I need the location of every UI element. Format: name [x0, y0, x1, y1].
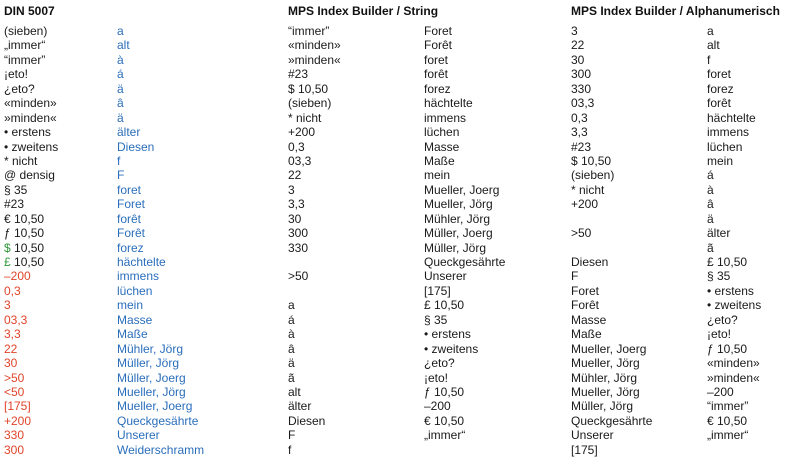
- list-item: â: [288, 341, 295, 356]
- list-item: Müller, Joerg: [117, 370, 186, 385]
- list-item: § 35: [707, 269, 731, 284]
- list-item: 3: [571, 24, 578, 38]
- list-item: Foret: [117, 197, 146, 212]
- list-item: forêt: [117, 211, 142, 226]
- list-item: älter: [288, 399, 312, 414]
- list-item: Maße: [117, 327, 148, 342]
- list-item: forez: [424, 81, 451, 96]
- list-item: alt: [288, 384, 301, 399]
- list-item: ¿eto?: [707, 312, 738, 327]
- list-item: 0,3: [571, 110, 588, 125]
- list-item: [424, 443, 505, 457]
- list-item: (sieben): [4, 24, 48, 38]
- list-item: Forêt: [571, 298, 600, 313]
- list-item: Queckgesährte: [117, 413, 199, 428]
- list-item: ä: [288, 356, 295, 371]
- list-item: Müller, Jörg: [571, 399, 634, 414]
- list-item: ¡eto!: [424, 370, 449, 385]
- list-item: Maße: [571, 327, 602, 342]
- alpha-col-2: [707, 24, 761, 457]
- list-item: * nicht: [571, 182, 605, 197]
- list-item: à: [288, 327, 295, 342]
- list-item: $ 10,50: [288, 81, 329, 96]
- list-item: +200: [288, 125, 316, 140]
- list-item: 330: [571, 81, 592, 96]
- list-item: “immer”: [288, 24, 330, 38]
- list-item: Müller, Jörg: [117, 356, 180, 371]
- list-item: • zweitens: [424, 341, 479, 356]
- header-string: MPS Index Builder / String: [288, 4, 439, 18]
- list-item: Forêt: [117, 226, 146, 241]
- list-item: [707, 443, 761, 457]
- list-item: 22: [288, 168, 302, 183]
- list-item: F: [117, 168, 125, 183]
- list-item: € 10,50: [707, 413, 748, 428]
- list-item: Foret: [424, 24, 453, 38]
- list-item: alt: [707, 38, 720, 53]
- list-item: älter: [117, 125, 141, 140]
- list-item: mein: [117, 298, 144, 313]
- list-item: –200: [707, 384, 734, 399]
- list-item: Müller, Joerg: [424, 226, 493, 241]
- list-item: <50: [4, 384, 25, 399]
- list-item: lüchen: [117, 283, 153, 298]
- list-item: Müller, Jörg: [424, 240, 487, 255]
- list-item: »minden«: [288, 52, 341, 67]
- list-item: “immer”: [4, 52, 46, 67]
- list-item: –200: [424, 399, 451, 414]
- list-item: #23: [571, 139, 592, 154]
- list-item: à: [117, 52, 124, 67]
- list-item: Mueller, Jörg: [571, 356, 640, 371]
- list-item: >50: [4, 370, 25, 385]
- list-item: «minden»: [288, 38, 341, 53]
- list-item: f: [707, 52, 711, 67]
- list-item: Mueller, Jörg: [424, 197, 493, 212]
- list-item: Mühler, Jörg: [117, 341, 184, 356]
- list-item: 30: [571, 52, 585, 67]
- list-item: „immer“: [707, 428, 749, 443]
- list-item: • erstens: [4, 125, 51, 140]
- list-item: 30: [4, 356, 18, 371]
- list-item: F: [288, 428, 296, 443]
- list-item: +200: [571, 197, 599, 212]
- list-item: f: [288, 442, 292, 457]
- list-item: 22: [4, 341, 18, 356]
- list-item: á: [707, 168, 714, 183]
- list-item: lüchen: [424, 125, 460, 140]
- list-item: Masse: [117, 312, 153, 327]
- list-item: 330: [288, 240, 309, 255]
- list-item: a: [707, 24, 714, 38]
- list-item: foret: [707, 67, 732, 82]
- list-item: Unserer: [571, 428, 614, 443]
- list-item: a: [117, 24, 124, 38]
- list-item: € 10,50: [4, 211, 45, 226]
- list-item: ƒ 10,50: [4, 226, 45, 241]
- list-item: 3: [288, 182, 295, 197]
- list-item: £ 10,50: [4, 255, 45, 269]
- list-item: Diesen: [571, 255, 609, 269]
- list-item: 3,3: [4, 327, 21, 342]
- list-item: [175]: [4, 399, 31, 414]
- list-item: ƒ 10,50: [707, 341, 748, 356]
- list-item: 330: [4, 428, 25, 443]
- list-item: 3,3: [571, 125, 588, 140]
- list-item: forêt: [707, 96, 732, 111]
- list-item: ¿eto?: [4, 81, 35, 96]
- list-item: 3,3: [288, 197, 305, 212]
- list-item: forez: [707, 81, 734, 96]
- list-item: § 35: [4, 182, 28, 197]
- list-item: alt: [117, 38, 130, 53]
- list-item: älter: [707, 226, 731, 241]
- list-item: à: [707, 182, 714, 197]
- list-item: #23: [288, 67, 309, 82]
- din-col-1: [4, 24, 58, 457]
- list-item: [571, 241, 652, 255]
- list-item: Unserer: [424, 269, 467, 284]
- list-item: hächtelte: [117, 255, 166, 269]
- list-item: Forêt: [424, 38, 453, 53]
- list-item: 03,3: [288, 153, 312, 168]
- list-item: ¡eto!: [707, 327, 732, 342]
- list-item: «minden»: [707, 356, 760, 371]
- list-item: mein: [707, 153, 734, 168]
- list-item: a: [288, 298, 295, 313]
- list-item: 0,3: [4, 283, 21, 298]
- list-item: f: [117, 153, 121, 168]
- list-item: Mühler, Jörg: [424, 211, 491, 226]
- list-item: ä: [707, 211, 714, 226]
- list-item: forêt: [424, 67, 449, 82]
- list-item: 03,3: [4, 312, 28, 327]
- list-item: „immer“: [4, 38, 46, 53]
- list-item: Diesen: [117, 139, 155, 154]
- string-col-1: [288, 24, 341, 457]
- list-item: lüchen: [707, 139, 743, 154]
- list-item: [175]: [571, 442, 598, 457]
- list-item: >50: [288, 269, 309, 284]
- list-item: foret: [117, 182, 142, 197]
- list-item: ¡eto!: [4, 67, 29, 82]
- list-item: 30: [288, 211, 302, 226]
- list-item: mein: [424, 168, 451, 183]
- list-item: (sieben): [571, 168, 615, 183]
- list-item: #23: [4, 197, 25, 212]
- list-item: á: [288, 312, 295, 327]
- alpha-col-1: [571, 24, 652, 457]
- list-item: foret: [424, 52, 449, 67]
- list-item: 22: [571, 38, 585, 53]
- list-item: hächtelte: [707, 110, 756, 125]
- header-din: DIN 5007: [4, 4, 55, 18]
- list-item: –200: [4, 269, 31, 284]
- list-item: 300: [4, 442, 25, 457]
- list-item: ã: [288, 370, 295, 385]
- list-item: @ densig: [4, 168, 55, 183]
- header-alpha: MPS Index Builder / Alphanumerisch: [571, 4, 780, 18]
- list-item: F: [571, 269, 579, 284]
- list-item: »minden«: [707, 370, 760, 385]
- list-item: ƒ 10,50: [424, 384, 465, 399]
- list-item: (sieben): [288, 96, 332, 111]
- list-item: £ 10,50: [424, 298, 465, 313]
- list-item: Diesen: [288, 413, 326, 428]
- list-item: hächtelte: [424, 96, 473, 111]
- list-item: • zweitens: [4, 139, 59, 154]
- list-item: 300: [571, 67, 592, 82]
- list-item: 03,3: [571, 96, 595, 111]
- list-item: Masse: [424, 139, 460, 154]
- list-item: 3: [4, 298, 11, 313]
- list-item: Mueller, Jörg: [117, 384, 186, 399]
- list-item: „immer“: [424, 428, 466, 443]
- list-item: $ 10,50: [571, 153, 612, 168]
- string-col-2: [424, 24, 505, 457]
- list-item: € 10,50: [424, 413, 465, 428]
- list-item: +200: [4, 413, 32, 428]
- list-item: § 35: [424, 312, 448, 327]
- list-item: “immer”: [707, 399, 749, 414]
- list-item: Weiderschramm: [117, 442, 205, 457]
- list-item: immens: [707, 125, 750, 140]
- list-item: Mueller, Joerg: [571, 341, 647, 356]
- list-item: ä: [117, 81, 124, 96]
- list-item: * nicht: [288, 110, 322, 125]
- list-item: * nicht: [4, 153, 38, 168]
- list-item: Mueller, Joerg: [424, 182, 500, 197]
- list-item: immens: [424, 110, 467, 125]
- list-item: [571, 212, 652, 226]
- list-item: • erstens: [424, 327, 471, 342]
- list-item: [175]: [424, 283, 451, 298]
- list-item: Masse: [571, 312, 607, 327]
- list-item: $ 10,50: [4, 240, 45, 255]
- list-item: Maße: [424, 153, 455, 168]
- list-item: ã: [707, 240, 714, 255]
- din-col-2: [117, 24, 204, 457]
- list-item: ¿eto?: [424, 356, 455, 371]
- list-item: â: [707, 197, 714, 212]
- list-item: «minden»: [4, 96, 57, 111]
- list-item: Mueller, Joerg: [117, 399, 193, 414]
- list-item: [288, 255, 341, 269]
- list-item: forez: [117, 240, 144, 255]
- list-item: 0,3: [288, 139, 305, 154]
- list-item: Unserer: [117, 428, 160, 443]
- list-item: â: [117, 96, 124, 111]
- list-item: 300: [288, 226, 309, 241]
- list-item: • erstens: [707, 283, 754, 298]
- list-item: Foret: [571, 283, 600, 298]
- list-item: immens: [117, 269, 160, 284]
- list-item: Mueller, Jörg: [571, 384, 640, 399]
- list-item: Mühler, Jörg: [571, 370, 638, 385]
- list-item: Queckgesährte: [424, 255, 506, 269]
- list-item: á: [117, 67, 124, 82]
- list-item: • zweitens: [707, 298, 762, 313]
- list-item: [288, 284, 341, 298]
- list-item: Queckgesährte: [571, 413, 653, 428]
- list-item: >50: [571, 226, 592, 241]
- list-item: ä: [117, 110, 124, 125]
- list-item: £ 10,50: [707, 255, 748, 269]
- list-item: »minden«: [4, 110, 57, 125]
